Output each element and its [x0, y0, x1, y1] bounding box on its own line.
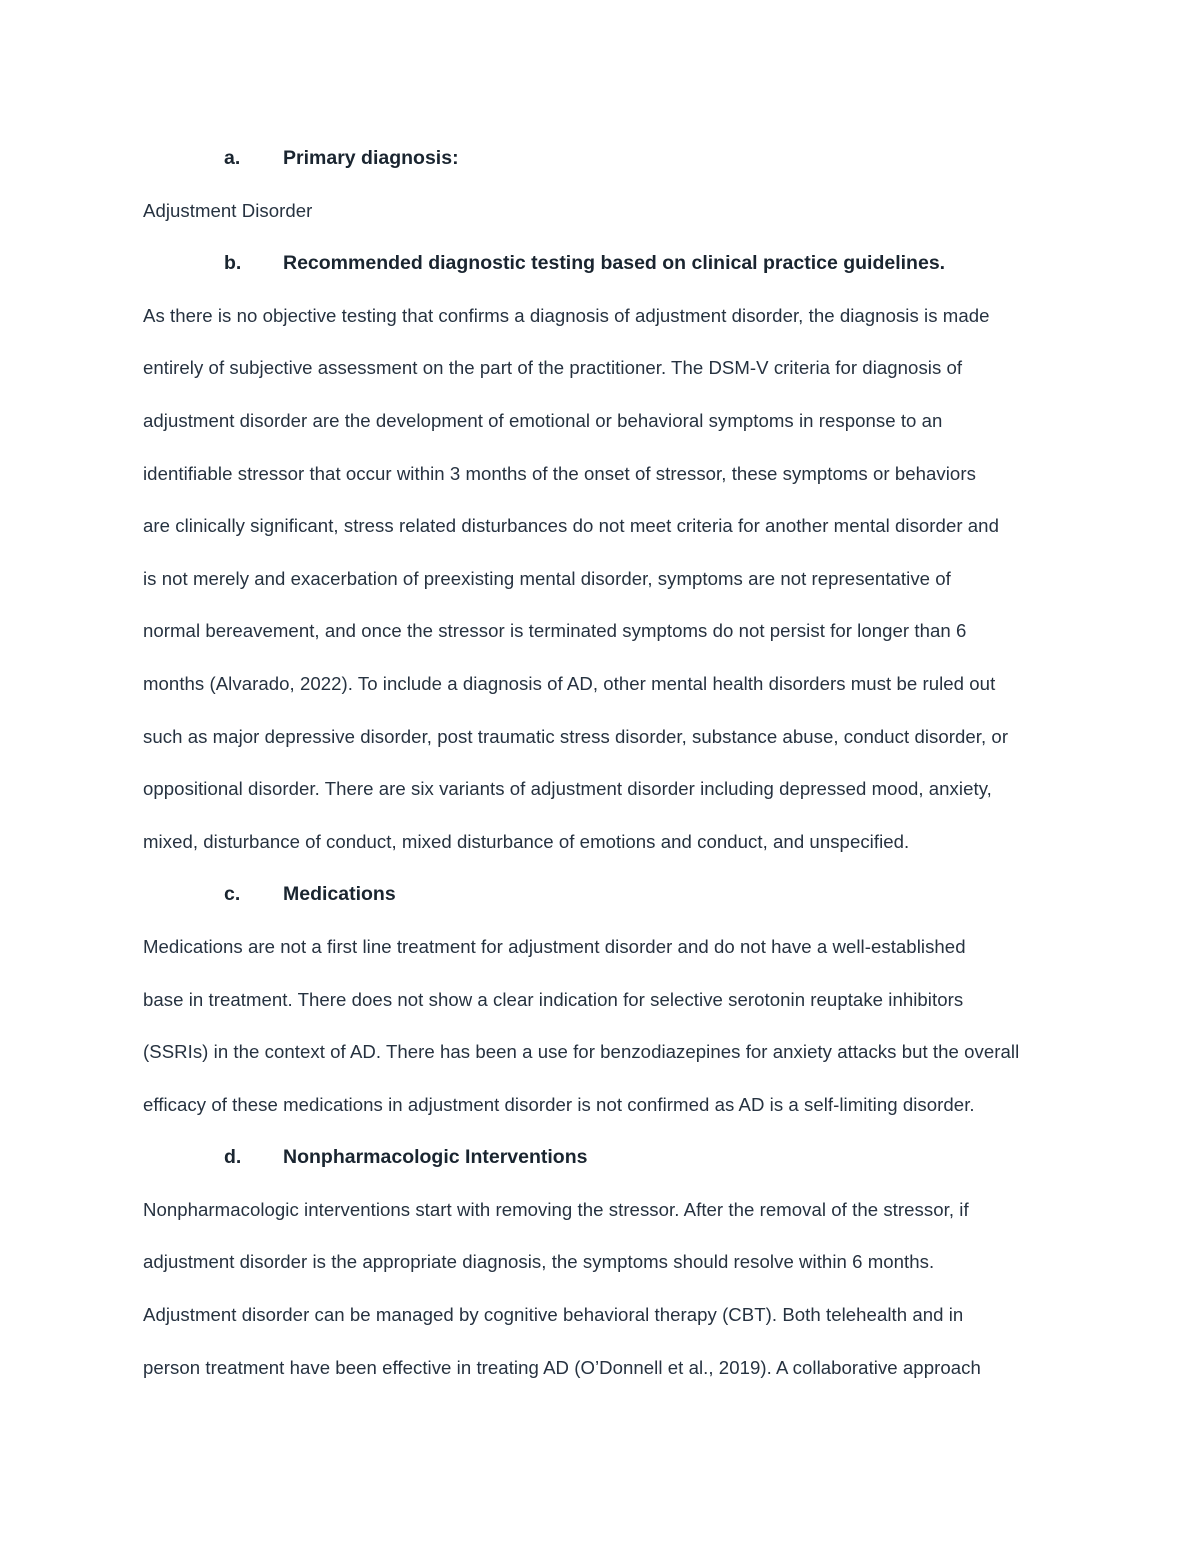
paragraph-line: such as major depressive disorder, post traumatic stress disorder, substance abuse, conduct disorder, or: [143, 725, 1009, 747]
section-title: Primary diagnosis:: [283, 147, 459, 169]
section-title: Recommended diagnostic testing based on clinical practice guidelines.: [283, 252, 946, 275]
paragraph-line: entirely of subjective assessment on the part of the practitioner. The DSM-V criteria for diagnosis of: [143, 357, 963, 379]
paragraph-line: months (Alvarado, 2022). To include a diagnosis of AD, other mental health disorders must be ruled out: [143, 672, 996, 694]
paragraph-line: person treatment have been effective in treating AD (O’Donnell et al., 2019). A collaborative approach: [143, 1356, 981, 1378]
paragraph-line: mixed, disturbance of conduct, mixed disturbance of emotions and conduct, and unspecified.: [143, 830, 910, 852]
paragraph-line: Adjustment disorder can be managed by cognitive behavioral therapy (CBT). Both telehealth and in: [143, 1304, 964, 1326]
section-heading-diagnostic-testing: [143, 237, 1063, 290]
paragraph-line: Nonpharmacologic interventions start with removing the stressor. After the removal of the stressor, if: [143, 1198, 969, 1220]
section-heading-medications: [143, 868, 1063, 921]
document-body: [143, 132, 1063, 1394]
paragraph-line: identifiable stressor that occur within 3 months of the onset of stressor, these symptoms or behaviors: [143, 462, 976, 484]
section-marker: c.: [224, 883, 241, 906]
section-title: Medications: [283, 883, 396, 906]
paragraph-line: efficacy of these medications in adjustment disorder is not confirmed as AD is a self-limiting disorder.: [143, 1093, 975, 1115]
paragraph-line: adjustment disorder is the appropriate diagnosis, the symptoms should resolve within 6 months.: [143, 1251, 935, 1273]
paragraph-line: is not merely and exacerbation of preexisting mental disorder, symptoms are not representative of: [143, 567, 951, 589]
paragraph-line: Medications are not a first line treatment for adjustment disorder and do not have a well-established: [143, 935, 966, 957]
paragraph-line: Adjustment Disorder: [143, 199, 313, 221]
paragraph-line: are clinically significant, stress related disturbances do not meet criteria for another mental disorder and: [143, 515, 999, 537]
paragraph-line: adjustment disorder are the development of emotional or behavioral symptoms in response to an: [143, 409, 943, 431]
section-title: Nonpharmacologic Interventions: [283, 1146, 588, 1169]
section-heading-primary-diagnosis: [143, 132, 1063, 185]
section-heading-nonpharmacologic-interventions: [143, 1131, 1063, 1184]
paragraph-line: normal bereavement, and once the stressor is terminated symptoms do not persist for longer than 6: [143, 620, 967, 642]
paragraph-line: oppositional disorder. There are six variants of adjustment disorder including depressed mood, anxiety,: [143, 778, 992, 800]
section-marker: a.: [224, 147, 241, 169]
paragraph-line: base in treatment. There does not show a clear indication for selective serotonin reuptake inhibitors: [143, 988, 964, 1010]
paragraph-line: (SSRIs) in the context of AD. There has been a use for benzodiazepines for anxiety attacks but the overall: [143, 1041, 1020, 1063]
section-marker: d.: [224, 1146, 242, 1169]
paragraph-line: As there is no objective testing that confirms a diagnosis of adjustment disorder, the diagnosis is made: [143, 304, 990, 326]
section-marker: b.: [224, 252, 242, 275]
